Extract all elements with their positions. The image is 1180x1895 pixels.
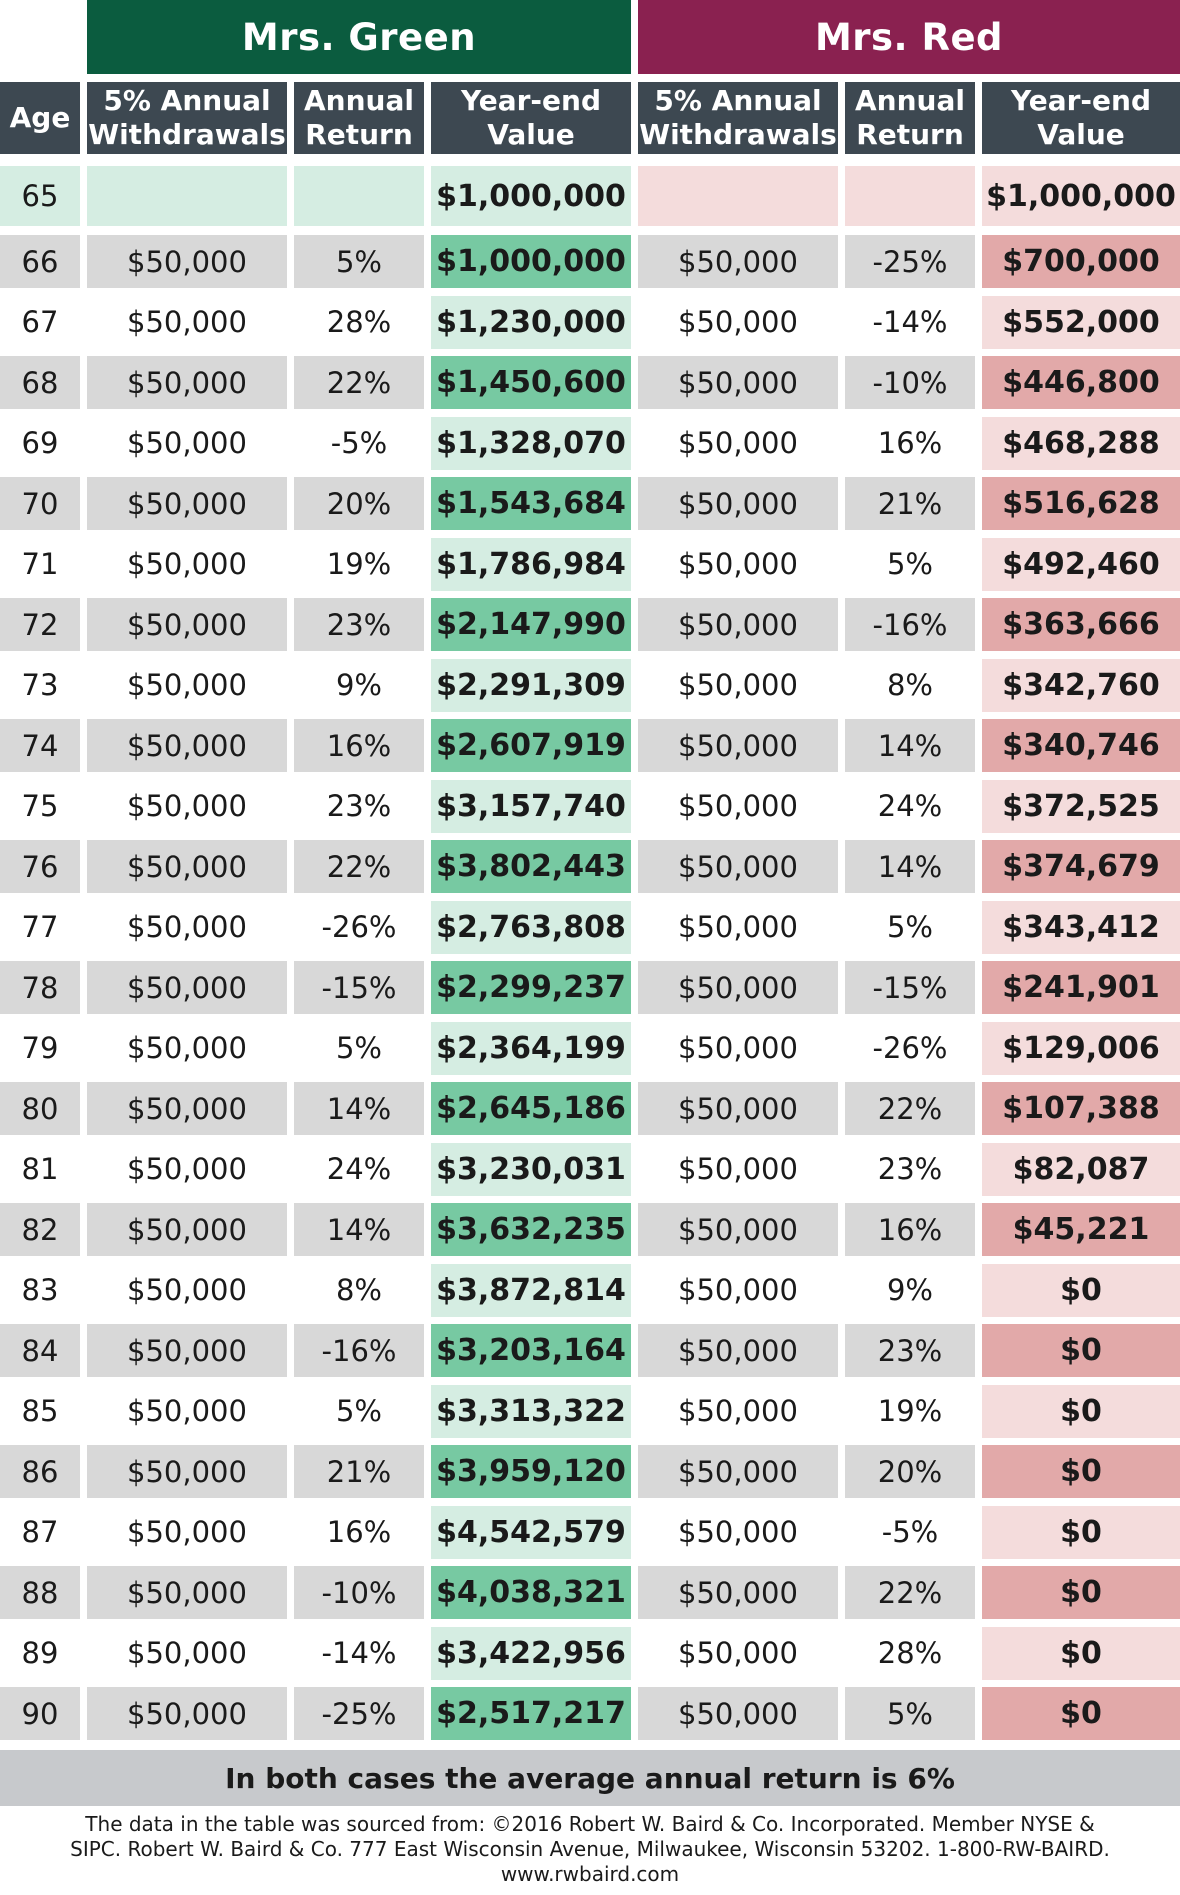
table-cell-r-w: $50,000 (638, 1264, 838, 1317)
table-cell-r-r: 9% (845, 1264, 975, 1317)
table-cell-g-w: $50,000 (87, 296, 287, 349)
table-cell-g-r: 22% (294, 840, 424, 893)
table-cell-r-w: $50,000 (638, 1022, 838, 1075)
table-cell-g-v: $1,786,984 (431, 538, 631, 591)
table-cell-age: 77 (0, 901, 80, 954)
table-cell-g-w: $50,000 (87, 1627, 287, 1680)
table-cell-g-r: 21% (294, 1445, 424, 1498)
table-cell-g-v: $3,157,740 (431, 780, 631, 833)
table-cell-g-r: 5% (294, 1022, 424, 1075)
table-cell-r-w: $50,000 (638, 1385, 838, 1438)
table-cell-g-w: $50,000 (87, 719, 287, 772)
table-cell-r-w: $50,000 (638, 659, 838, 712)
table-cell-age: 86 (0, 1445, 80, 1498)
header-red-return (845, 82, 975, 154)
mrs-green-banner: Mrs. Green (87, 0, 631, 74)
table-cell-r-v: $552,000 (982, 296, 1180, 349)
table-cell-g-v: $1,450,600 (431, 356, 631, 409)
table-cell-r-w: $50,000 (638, 1143, 838, 1196)
table-cell-r-r: 20% (845, 1445, 975, 1498)
table-cell-g-r: 16% (294, 1506, 424, 1559)
table-cell-g-r: -15% (294, 961, 424, 1014)
table-cell-age: 66 (0, 235, 80, 288)
table-cell-r-v: $0 (982, 1264, 1180, 1317)
table-cell-r-r: -10% (845, 356, 975, 409)
table-cell-r-r: 5% (845, 1687, 975, 1740)
table-cell-r-v: $45,221 (982, 1203, 1180, 1256)
source-link: www.rwbaird.com (500, 1862, 680, 1886)
table-cell-r-w: $50,000 (638, 1687, 838, 1740)
table-cell-g-v: $1,328,070 (431, 417, 631, 470)
header-line: Return (856, 118, 964, 151)
table-cell-g-r: -25% (294, 1687, 424, 1740)
table-cell-g-w: $50,000 (87, 1264, 287, 1317)
table-cell-g-r: 14% (294, 1082, 424, 1135)
header-line: Withdrawals (639, 118, 837, 151)
table-cell-r-r: 5% (845, 538, 975, 591)
table-cell-age: 83 (0, 1264, 80, 1317)
table-cell-g-v: $2,291,309 (431, 659, 631, 712)
table-cell-g-w: $50,000 (87, 417, 287, 470)
table-cell-r-r: 14% (845, 719, 975, 772)
table-cell-g-r: 14% (294, 1203, 424, 1256)
table-cell-r-w: $50,000 (638, 538, 838, 591)
header-line: Return (305, 118, 413, 151)
source-line: SIPC. Robert W. Baird & Co. 777 East Wisconsin Avenue, Milwaukee, Wisconsin 53202. 1-800-RW-BAIRD. (70, 1837, 1110, 1861)
table-cell-r-v: $1,000,000 (982, 166, 1180, 226)
table-cell-r-v: $374,679 (982, 840, 1180, 893)
table-cell-g-w: $50,000 (87, 1445, 287, 1498)
table-cell-r-r: 5% (845, 901, 975, 954)
table-cell-age: 67 (0, 296, 80, 349)
table-cell-r-v: $0 (982, 1566, 1180, 1619)
header-line: Withdrawals (88, 118, 286, 151)
table-cell-r-w: $50,000 (638, 1203, 838, 1256)
table-cell-r-r: 28% (845, 1627, 975, 1680)
table-cell-g-w: $50,000 (87, 1385, 287, 1438)
table-cell-g-r: -5% (294, 417, 424, 470)
header-red-value (982, 82, 1180, 154)
table-cell-age: 65 (0, 166, 80, 226)
table-cell-g-v: $4,038,321 (431, 1566, 631, 1619)
table-cell-r-r: 14% (845, 840, 975, 893)
table-cell-g-v: $1,230,000 (431, 296, 631, 349)
source-line: The data in the table was sourced from: ©2016 Robert W. Baird & Co. Incorporated. Member NYSE & (85, 1812, 1095, 1836)
table-cell-r-r: 23% (845, 1324, 975, 1377)
table-cell-r-v: $0 (982, 1445, 1180, 1498)
table-cell-g-v: $2,364,199 (431, 1022, 631, 1075)
table-cell-g-r: 24% (294, 1143, 424, 1196)
table-cell-r-v: $372,525 (982, 780, 1180, 833)
table-cell-r-w: $50,000 (638, 598, 838, 651)
table-cell-r-r (845, 166, 975, 226)
table-cell-age: 87 (0, 1506, 80, 1559)
table-cell-age: 81 (0, 1143, 80, 1196)
table-cell-g-r: -10% (294, 1566, 424, 1619)
table-cell-g-r: 23% (294, 780, 424, 833)
table-cell-r-w: $50,000 (638, 296, 838, 349)
table-cell-g-v: $3,230,031 (431, 1143, 631, 1196)
table-cell-g-w: $50,000 (87, 901, 287, 954)
table-cell-g-v: $3,872,814 (431, 1264, 631, 1317)
table-cell-g-r: 8% (294, 1264, 424, 1317)
table-cell-age: 73 (0, 659, 80, 712)
table-cell-r-r: 19% (845, 1385, 975, 1438)
table-cell-r-v: $468,288 (982, 417, 1180, 470)
header-green-withdrawals (87, 82, 287, 154)
table-cell-r-w: $50,000 (638, 417, 838, 470)
header-line: 5% Annual (103, 84, 271, 117)
table-cell-age: 90 (0, 1687, 80, 1740)
table-cell-r-v: $107,388 (982, 1082, 1180, 1135)
table-cell-age: 82 (0, 1203, 80, 1256)
table-cell-age: 88 (0, 1566, 80, 1619)
table-cell-r-w: $50,000 (638, 901, 838, 954)
table-cell-r-v: $241,901 (982, 961, 1180, 1014)
table-cell-r-r: -26% (845, 1022, 975, 1075)
header-red-withdrawals (638, 82, 838, 154)
table-cell-r-w: $50,000 (638, 961, 838, 1014)
table-cell-r-r: -5% (845, 1506, 975, 1559)
table-cell-g-r: -16% (294, 1324, 424, 1377)
table-cell-age: 84 (0, 1324, 80, 1377)
table-cell-g-v: $3,802,443 (431, 840, 631, 893)
table-cell-r-w: $50,000 (638, 1324, 838, 1377)
table-cell-g-v: $3,632,235 (431, 1203, 631, 1256)
table-cell-g-w: $50,000 (87, 598, 287, 651)
table-cell-age: 71 (0, 538, 80, 591)
table-cell-age: 85 (0, 1385, 80, 1438)
header-line: Year-end (1011, 84, 1151, 117)
table-cell-g-w: $50,000 (87, 1082, 287, 1135)
header-line: Annual (304, 84, 414, 117)
table-cell-g-v: $2,517,217 (431, 1687, 631, 1740)
table-cell-r-w: $50,000 (638, 235, 838, 288)
table-cell-r-r: 23% (845, 1143, 975, 1196)
header-age (0, 82, 80, 154)
table-cell-age: 79 (0, 1022, 80, 1075)
table-cell-r-w: $50,000 (638, 780, 838, 833)
table-cell-r-r: -14% (845, 296, 975, 349)
table-cell-r-v: $446,800 (982, 356, 1180, 409)
table-cell-g-v: $3,422,956 (431, 1627, 631, 1680)
table-cell-g-w: $50,000 (87, 961, 287, 1014)
table-cell-r-r: 24% (845, 780, 975, 833)
table-cell-g-v: $4,542,579 (431, 1506, 631, 1559)
table-cell-g-v: $2,645,186 (431, 1082, 631, 1135)
table-cell-age: 68 (0, 356, 80, 409)
header-green-value (431, 82, 631, 154)
table-cell-r-r: -25% (845, 235, 975, 288)
table-cell-r-v: $0 (982, 1627, 1180, 1680)
table-cell-r-r: 16% (845, 1203, 975, 1256)
mrs-red-banner: Mrs. Red (638, 0, 1180, 74)
table-cell-g-w: $50,000 (87, 1203, 287, 1256)
table-cell-r-v: $340,746 (982, 719, 1180, 772)
table-cell-r-w: $50,000 (638, 1445, 838, 1498)
table-cell-g-v: $2,147,990 (431, 598, 631, 651)
table-cell-r-v: $129,006 (982, 1022, 1180, 1075)
header-line: Annual (855, 84, 965, 117)
table-cell-r-v: $0 (982, 1506, 1180, 1559)
table-cell-g-v: $3,203,164 (431, 1324, 631, 1377)
table-cell-g-v: $1,543,684 (431, 477, 631, 530)
table-cell-r-r: 8% (845, 659, 975, 712)
average-return-note: In both cases the average annual return is 6% (0, 1750, 1180, 1806)
table-cell-g-w: $50,000 (87, 1566, 287, 1619)
table-cell-age: 89 (0, 1627, 80, 1680)
table-cell-g-w: $50,000 (87, 1687, 287, 1740)
table-cell-g-r: -26% (294, 901, 424, 954)
table-cell-g-w: $50,000 (87, 840, 287, 893)
table-cell-r-r: -15% (845, 961, 975, 1014)
table-cell-g-w: $50,000 (87, 780, 287, 833)
table-cell-r-w: $50,000 (638, 840, 838, 893)
table-cell-r-w: $50,000 (638, 1082, 838, 1135)
table-cell-age: 72 (0, 598, 80, 651)
table-cell-r-w (638, 166, 838, 226)
table-cell-age: 80 (0, 1082, 80, 1135)
table-cell-r-w: $50,000 (638, 1627, 838, 1680)
header-green-return (294, 82, 424, 154)
table-cell-r-r: 21% (845, 477, 975, 530)
table-cell-g-w: $50,000 (87, 538, 287, 591)
table-cell-r-v: $516,628 (982, 477, 1180, 530)
table-cell-g-w: $50,000 (87, 477, 287, 530)
table-cell-g-v: $1,000,000 (431, 235, 631, 288)
table-cell-r-w: $50,000 (638, 719, 838, 772)
table-cell-r-w: $50,000 (638, 356, 838, 409)
table-cell-r-v: $492,460 (982, 538, 1180, 591)
table-cell-g-r: 23% (294, 598, 424, 651)
header-line: Year-end (461, 84, 601, 117)
table-cell-g-v: $2,299,237 (431, 961, 631, 1014)
table-cell-age: 76 (0, 840, 80, 893)
table-cell-g-w: $50,000 (87, 1022, 287, 1075)
source-citation (0, 1812, 1180, 1892)
table-cell-r-v: $700,000 (982, 235, 1180, 288)
table-cell-r-r: -16% (845, 598, 975, 651)
table-cell-g-r (294, 166, 424, 226)
table-cell-g-r: 16% (294, 719, 424, 772)
table-cell-r-v: $82,087 (982, 1143, 1180, 1196)
table-cell-g-v: $2,763,808 (431, 901, 631, 954)
header-line: Value (1037, 118, 1125, 151)
table-cell-r-w: $50,000 (638, 1506, 838, 1559)
table-cell-g-r: 9% (294, 659, 424, 712)
table-cell-r-v: $0 (982, 1324, 1180, 1377)
table-cell-r-v: $342,760 (982, 659, 1180, 712)
table-cell-g-v: $3,959,120 (431, 1445, 631, 1498)
table-cell-r-w: $50,000 (638, 477, 838, 530)
table-cell-g-r: 20% (294, 477, 424, 530)
table-cell-g-w: $50,000 (87, 1506, 287, 1559)
table-cell-age: 74 (0, 719, 80, 772)
table-cell-g-w: $50,000 (87, 356, 287, 409)
table-cell-g-r: 28% (294, 296, 424, 349)
table-cell-r-v: $0 (982, 1687, 1180, 1740)
table-cell-g-r: 22% (294, 356, 424, 409)
table-cell-r-v: $343,412 (982, 901, 1180, 954)
table-cell-g-v: $3,313,322 (431, 1385, 631, 1438)
header-line: Value (487, 118, 575, 151)
table-cell-g-w: $50,000 (87, 659, 287, 712)
table-cell-g-r: 5% (294, 1385, 424, 1438)
table-cell-r-v: $0 (982, 1385, 1180, 1438)
table-cell-g-w (87, 166, 287, 226)
table-cell-r-r: 16% (845, 417, 975, 470)
table-cell-age: 69 (0, 417, 80, 470)
header-line: 5% Annual (654, 84, 822, 117)
table-cell-r-w: $50,000 (638, 1566, 838, 1619)
table-cell-g-v: $1,000,000 (431, 166, 631, 226)
table-cell-g-w: $50,000 (87, 1324, 287, 1377)
table-cell-g-r: 5% (294, 235, 424, 288)
table-cell-g-w: $50,000 (87, 235, 287, 288)
table-cell-r-v: $363,666 (982, 598, 1180, 651)
table-cell-age: 75 (0, 780, 80, 833)
table-cell-age: 78 (0, 961, 80, 1014)
table-cell-age: 70 (0, 477, 80, 530)
table-cell-g-r: 19% (294, 538, 424, 591)
table-cell-g-w: $50,000 (87, 1143, 287, 1196)
table-cell-r-r: 22% (845, 1082, 975, 1135)
table-cell-g-r: -14% (294, 1627, 424, 1680)
table-cell-r-r: 22% (845, 1566, 975, 1619)
header-age-label: Age (9, 101, 71, 134)
table-cell-g-v: $2,607,919 (431, 719, 631, 772)
